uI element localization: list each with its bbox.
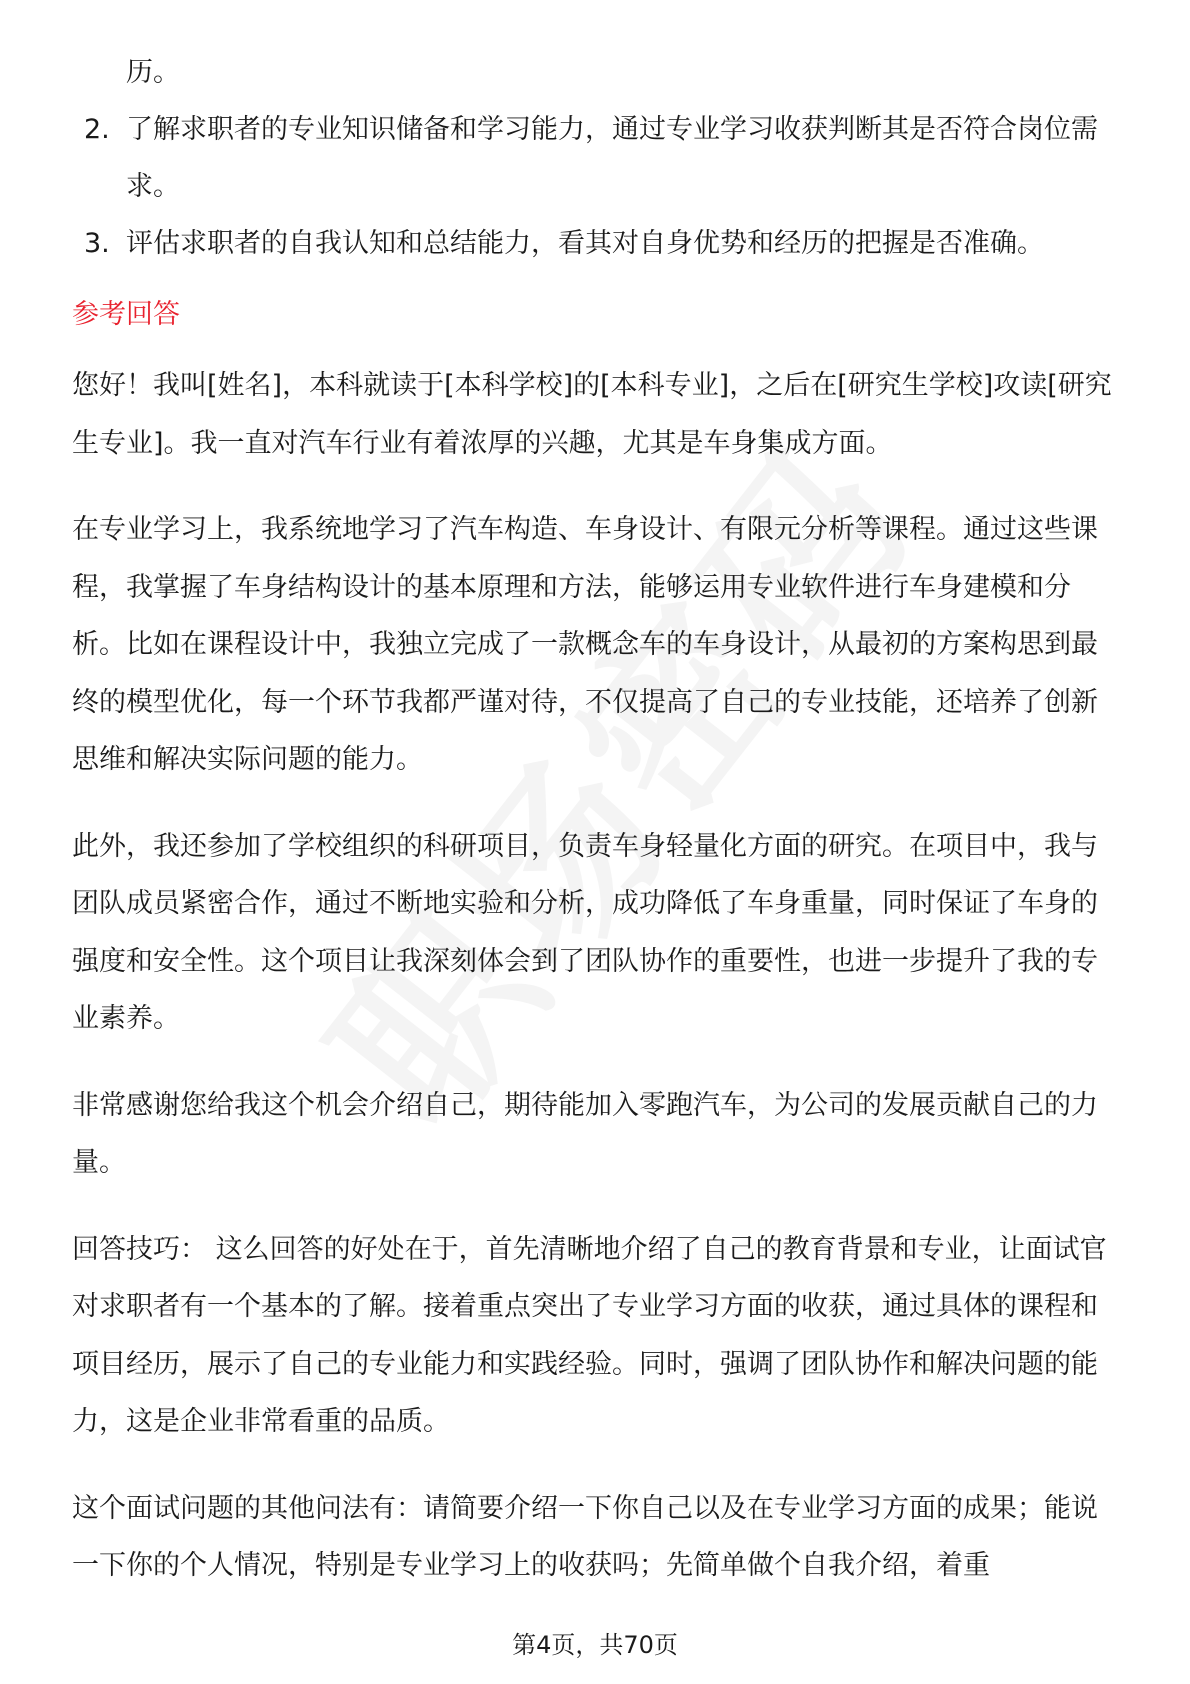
numbered-list [72, 44, 1122, 272]
paragraph-intro: 您好！我叫[姓名]，本科就读于[本科学校]的[本科专业]，之后在[研究生学校]攻读[研究生专业]。我一直对汽车行业有着浓厚的兴趣，尤其是车身集成方面。 [72, 370, 1112, 459]
answer-heading: 参考回答 [72, 299, 180, 330]
list-item-number: 2. [84, 114, 110, 145]
list-item-continuation [72, 44, 1122, 101]
paragraph-closing: 非常感谢您给我这个机会介绍自己，期待能加入零跑汽车，为公司的发展贡献自己的力量。 [72, 1089, 1098, 1178]
paragraph-tips: 回答技巧： 这么回答的好处在于，首先清晰地介绍了自己的教育背景和专业，让面试官对求职者有一个基本的了解。接着重点突出了专业学习方面的收获，通过具体的课程和项目经历，展示了自己的专业能力和实践经验。同时，强调了团队协作和解决问题的能力，这是企业非常看重的品质。 [72, 1233, 1107, 1437]
list-item-text: 历。 [126, 57, 180, 88]
list-item [72, 101, 1122, 215]
paragraph-study: 在专业学习上，我系统地学习了汽车构造、车身设计、有限元分析等课程。通过这些课程，我掌握了车身结构设计的基本原理和方法，能够运用专业软件进行车身建模和分析。比如在课程设计中，我独立完成了一款概念车的车身设计，从最初的方案构思到最终的模型优化，每一个环节我都严谨对待，不仅提高了自己的专业技能，还培养了创新思维和解决实际问题的能力。 [72, 514, 1098, 775]
list-item [72, 215, 1122, 272]
page-content [72, 44, 1122, 1595]
list-item-text: 了解求职者的专业知识储备和学习能力，通过专业学习收获判断其是否符合岗位需求。 [126, 114, 1098, 202]
page-number-footer: 第4页，共70页 [512, 1631, 678, 1659]
paragraph-alternatives: 这个面试问题的其他问法有：请简要介绍一下你自己以及在专业学习方面的成果；能说一下你的个人情况，特别是专业学习上的收获吗；先简单做个自我介绍，着重 [72, 1492, 1098, 1581]
list-item-text: 评估求职者的自我认知和总结能力，看其对自身优势和经历的把握是否准确。 [126, 228, 1044, 259]
list-item-number: 3. [84, 228, 110, 259]
paragraph-project: 此外，我还参加了学校组织的科研项目，负责车身轻量化方面的研究。在项目中，我与团队成员紧密合作，通过不断地实验和分析，成功降低了车身重量，同时保证了车身的强度和安全性。这个项目让我深刻体会到了团队协作的重要性，也进一步提升了我的专业素养。 [72, 830, 1098, 1034]
